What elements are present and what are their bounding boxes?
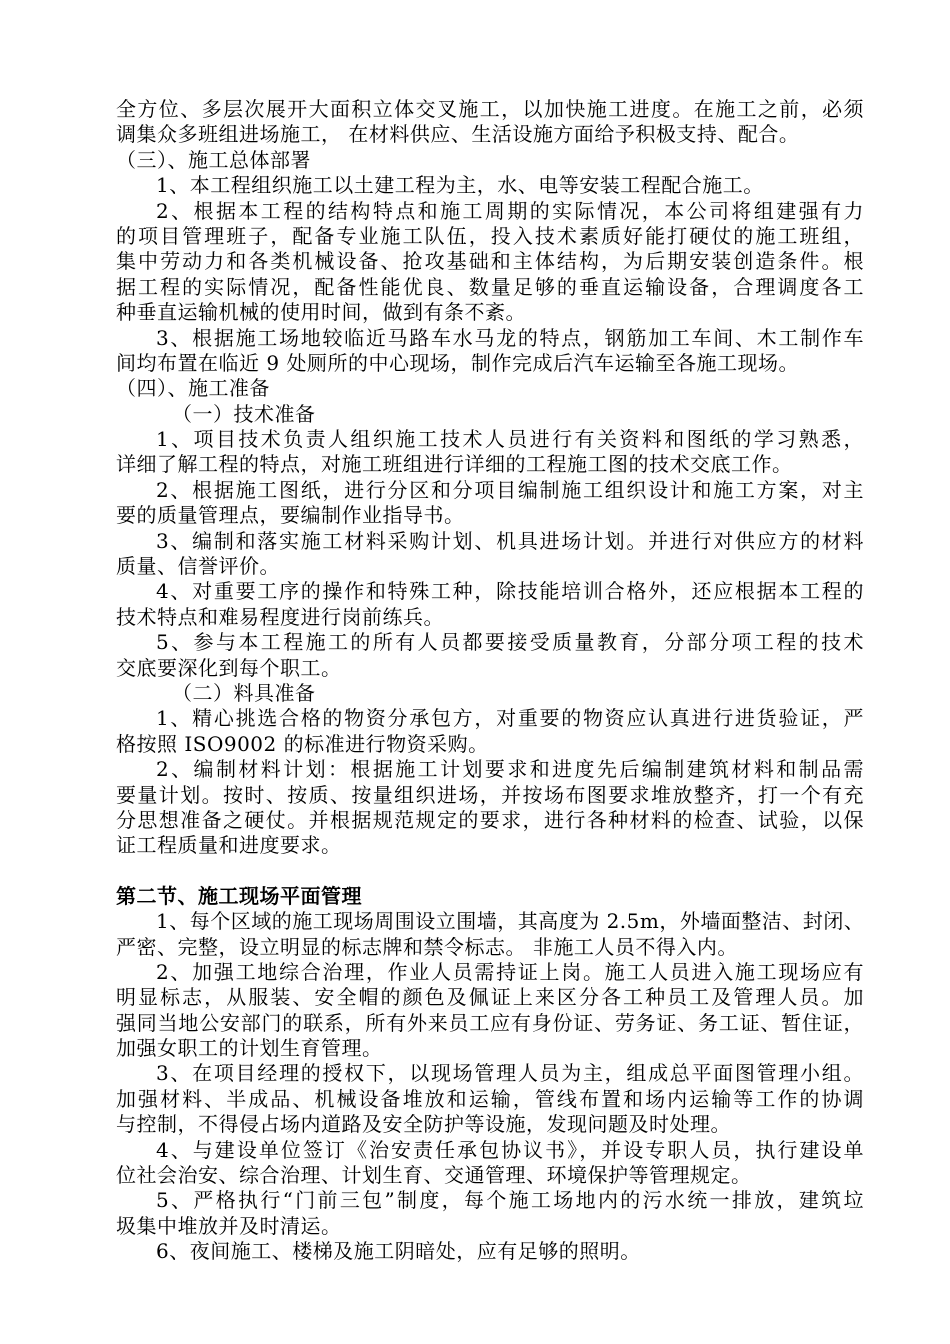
paragraph-last-line: 证工程质量和进度要求。 — [116, 833, 342, 858]
chapter-heading: 第二节、施工现场平面管理 — [116, 883, 362, 908]
paragraph-last-line: 格按照 ISO9002 的标准进行物资采购。 — [116, 731, 489, 756]
subsection-heading: （二）料具准备 — [172, 680, 316, 705]
paragraph-last-line: 严密、完整，设立明显的标志牌和禁令标志。 非施工人员不得入内。 — [116, 934, 738, 959]
section-heading: （四）、施工准备 — [116, 376, 270, 401]
paragraph-first-line: 5、严格执行“门前三包”制度，每个施工场地内的污水统一排放，建筑垃 — [156, 1188, 864, 1213]
paragraph-last-line: 圾集中堆放并及时清运。 — [116, 1213, 342, 1238]
paragraph-first-line: 5、参与本工程施工的所有人员都要接受质量教育，分部分项工程的技术 — [156, 630, 864, 655]
paragraph-last-line: 位社会治安、综合治理、计划生育、交通管理、环境保护等管理规定。 — [116, 1163, 752, 1188]
paragraph-line: 分思想准备之硬仗。并根据规范规定的要求，进行各种材料的检查、试验，以保 — [116, 807, 864, 832]
paragraph-line: 集中劳动力和各类机械设备、抢攻基础和主体结构，为后期安装创造条件。根 — [116, 249, 864, 274]
paragraph-last-line: 与控制，不得侵占场内道路及安全防护等设施，发现问题及时处理。 — [116, 1112, 731, 1137]
paragraph-line: 要量计划。按时、按质、按量组织进场，并按场布图要求堆放整齐，打一个有充 — [116, 782, 864, 807]
paragraph-first-line: 2、根据施工图纸，进行分区和分项目编制施工组织设计和施工方案，对主 — [156, 477, 864, 502]
paragraph-first-line: 3、编制和落实施工材料采购计划、机具进场计划。并进行对供应方的材料 — [156, 528, 864, 553]
paragraph-first-line: 1、本工程组织施工以土建工程为主，水、电等安装工程配合施工。 — [156, 173, 764, 198]
paragraph-line: 强同当地公安部门的联系，所有外来员工应有身份证、劳务证、务工证、暂住证， — [116, 1010, 864, 1035]
paragraph-last-line: 间均布置在临近 9 处厕所的中心现场，制作完成后汽车运输至各施工现场。 — [116, 350, 799, 375]
paragraph-last-line: 质量、信誉评价。 — [116, 554, 280, 579]
paragraph-line: 的项目管理班子，配备专业施工队伍，投入技术素质好能打硬仗的施工班组， — [116, 223, 864, 248]
paragraph-last-line: 交底要深化到每个职工。 — [116, 655, 342, 680]
paragraph-first-line: 4、与建设单位签订《治安责任承包协议书》，并设专职人员，执行建设单 — [156, 1137, 864, 1162]
subsection-heading: （一）技术准备 — [172, 401, 316, 426]
paragraph-first-line: 2、加强工地综合治理，作业人员需持证上岗。施工人员进入施工现场应有 — [156, 959, 864, 984]
paragraph-last-line: 种垂直运输机械的使用时间，做到有条不紊。 — [116, 300, 526, 325]
paragraph-first-line: 1、项目技术负责人组织施工技术人员进行有关资料和图纸的学习熟悉， — [156, 427, 864, 452]
paragraph-line: 加强材料、半成品、机械设备堆放和运输，管线布置和场内运输等工作的协调 — [116, 1086, 864, 1111]
paragraph-first-line: 6、夜间施工、楼梯及施工阴暗处，应有足够的照明。 — [156, 1239, 641, 1264]
paragraph-last-line: 要的质量管理点，要编制作业指导书。 — [116, 503, 465, 528]
paragraph-line: 全方位、多层次展开大面积立体交叉施工，以加快施工进度。在施工之前，必须 — [116, 97, 864, 121]
paragraph-last-line: 详细了解工程的特点，对施工班组进行详细的工程施工图的技术交底工作。 — [116, 452, 793, 477]
document-page — [116, 97, 864, 1265]
section-heading: （三）、施工总体部署 — [116, 147, 311, 172]
paragraph-first-line: 1、精心挑选合格的物资分承包方，对重要的物资应认真进行进货验证，严 — [156, 706, 864, 731]
paragraph-first-line: 3、在项目经理的授权下，以现场管理人员为主，组成总平面图管理小组。 — [156, 1061, 864, 1086]
paragraph-first-line: 1、每个区域的施工现场周围设立围墙，其高度为 2.5m，外墙面整洁、封闭、 — [156, 909, 865, 934]
paragraph-first-line: 2、根据本工程的结构特点和施工周期的实际情况，本公司将组建强有力 — [156, 198, 864, 223]
paragraph-last-line: 调集众多班组进场施工， 在材料供应、生活设施方面给予积极支持、配合。 — [116, 122, 800, 147]
paragraph-line: 明显标志，从服装、安全帽的颜色及佩证上来区分各工种员工及管理人员。加 — [116, 985, 864, 1010]
paragraph-first-line: 3、根据施工场地较临近马路车水马龙的特点，钢筋加工车间、木工制作车 — [156, 325, 864, 350]
paragraph-gap — [116, 859, 864, 884]
paragraph-last-line: 加强女职工的计划生育管理。 — [116, 1036, 383, 1061]
paragraph-line: 据工程的实际情况，配备性能优良、数量足够的垂直运输设备，合理调度各工 — [116, 274, 864, 299]
paragraph-first-line: 4、对重要工序的操作和特殊工种，除技能培训合格外，还应根据本工程的 — [156, 579, 864, 604]
paragraph-first-line: 2、编制材料计划：根据施工计划要求和进度先后编制建筑材料和制品需 — [156, 757, 864, 782]
paragraph-last-line: 技术特点和难易程度进行岗前练兵。 — [116, 604, 444, 629]
